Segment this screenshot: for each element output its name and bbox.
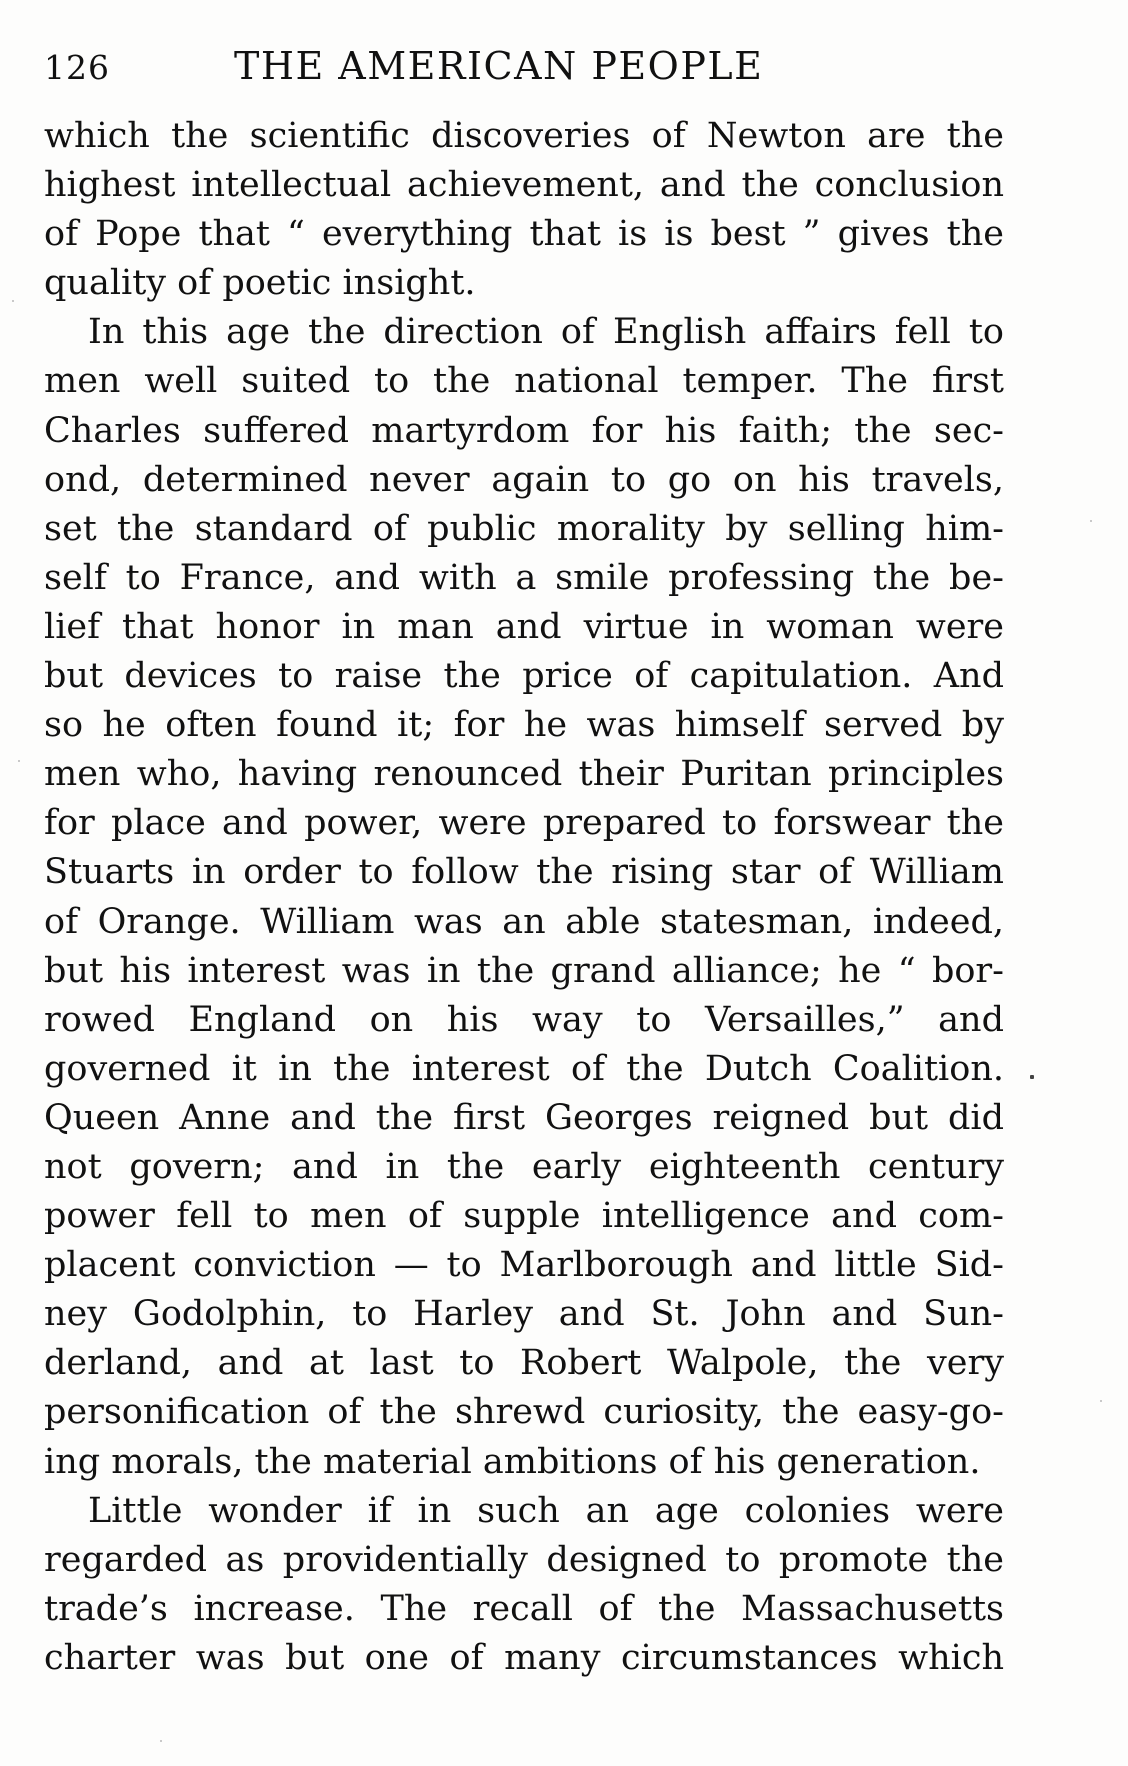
text-line: derland, and at last to Robert Walpole, the very [44,1343,1004,1384]
text-line: trade’s increase. The recall of the Massachusetts [44,1588,1004,1629]
body-text [44,112,1004,1683]
text-line: of Orange. William was an able statesman, indeed, [44,901,1004,942]
text-line: regarded as providentially designed to promote the [44,1539,1004,1580]
text-line: power fell to men of supple intelligence and com- [44,1196,1004,1237]
text-line: self to France, and with a smile professing the be- [44,557,1004,598]
paragraph-start-line: Little wonder if in such an age colonies were [88,1490,1004,1531]
text-line: but his interest was in the grand alliance; he “ bor- [44,950,1004,991]
text-line: for place and power, were prepared to forswear the [44,803,1004,844]
text-line: Charles suffered martyrdom for his faith; the sec- [44,410,1004,451]
text-line: of Pope that “ everything that is is best ” gives the [44,214,1004,255]
scan-speck [1030,1075,1034,1079]
text-line: highest intellectual achievement, and the conclusion [44,165,1004,206]
running-title: THE AMERICAN PEOPLE [234,44,764,88]
text-line: men who, having renounced their Puritan principles [44,754,1004,795]
text-line: so he often found it; for he was himself served by [44,705,1004,746]
page-number: 126 [44,48,110,87]
scan-speck [1100,1400,1102,1402]
text-line: placent conviction — to Marlborough and little Sid- [44,1245,1004,1286]
text-line: ond, determined never again to go on his travels, [44,459,1004,500]
scan-speck [18,760,20,762]
text-line: set the standard of public morality by selling him- [44,508,1004,549]
running-head [44,44,1004,106]
text-line: quality of poetic insight. [44,263,476,304]
scan-speck [160,1740,162,1742]
text-line: governed it in the interest of the Dutch Coalition. [44,1048,1004,1089]
text-line: Stuarts in order to follow the rising star of William [44,852,1004,893]
text-line: which the scientific discoveries of Newton are the [44,116,1004,156]
text-line: not govern; and in the early eighteenth century [44,1146,1004,1187]
text-line: Queen Anne and the first Georges reigned but did [44,1097,1004,1138]
paragraph-start-line: In this age the direction of English affairs fell to [88,312,1004,353]
text-line: but devices to raise the price of capitulation. And [44,656,1004,697]
text-line: charter was but one of many circumstances which [44,1637,1004,1678]
text-line: personification of the shrewd curiosity, the easy-go- [44,1392,1004,1433]
text-line: ney Godolphin, to Harley and St. John and Sun- [44,1294,1004,1335]
text-line: men well suited to the national temper. The first [44,361,1004,402]
text-line: ing morals, the material ambitions of his generation. [44,1441,981,1482]
scan-speck [12,300,14,302]
scan-speck [1090,520,1092,522]
text-line: lief that honor in man and virtue in woman were [44,606,1004,647]
text-line: rowed England on his way to Versailles,” and [44,999,1004,1040]
